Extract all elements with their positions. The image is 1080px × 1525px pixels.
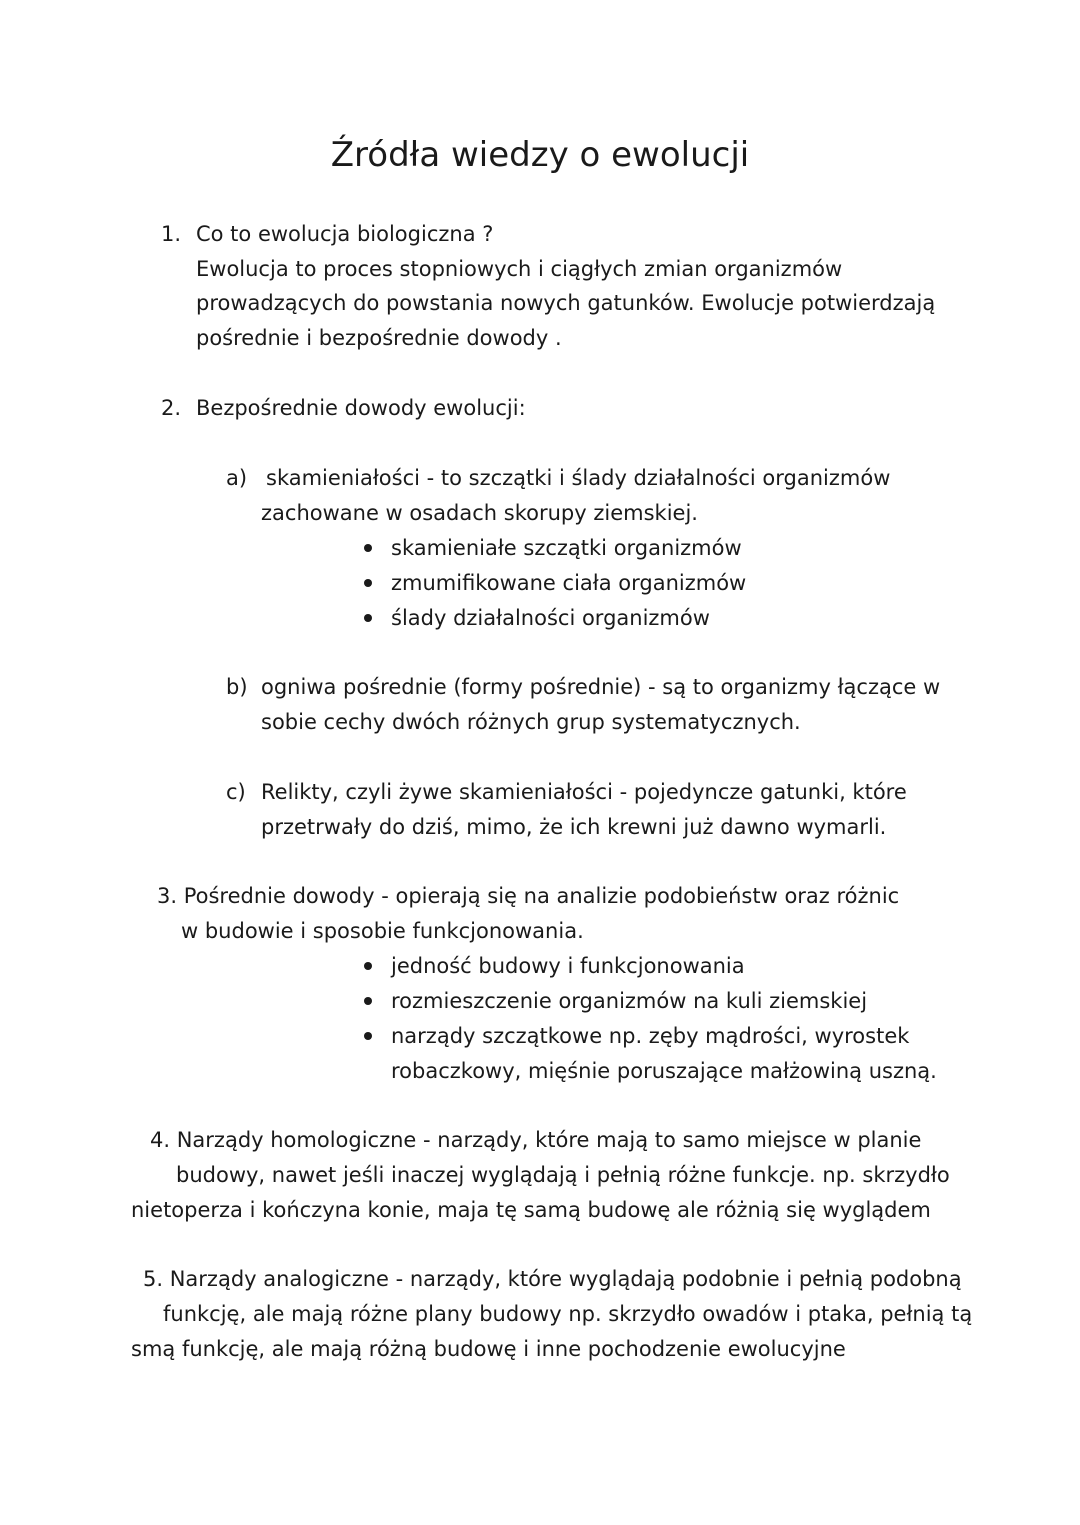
bullet-item: jedność budowy i funkcjonowania: [391, 954, 745, 978]
bullet-icon: [364, 544, 372, 552]
page-title: Źródła wiedzy o ewolucji: [330, 135, 750, 175]
item-c-text-line: Relikty, czyli żywe skamieniałości - pojedyncze gatunki, które: [261, 780, 907, 804]
section-4-text-line: nietoperza i kończyna konie, maja tę samą budowę ale różnią się wyglądem: [131, 1198, 931, 1222]
section-4-text-line: 4. Narządy homologiczne - narządy, które mają to samo miejsce w planie: [150, 1128, 922, 1152]
bullet-icon: [364, 997, 372, 1005]
item-b-text-line: sobie cechy dwóch różnych grup systematycznych.: [261, 710, 801, 734]
bullet-icon: [364, 962, 372, 970]
bullet-item: narządy szczątkowe np. zęby mądrości, wyrostek: [391, 1024, 910, 1048]
item-a-text-line: skamieniałości - to szczątki i ślady działalności organizmów: [266, 466, 891, 490]
section-1-question: Co to ewolucja biologiczna ?: [196, 222, 494, 246]
bullet-item-continuation: robaczkowy, mięśnie poruszające małżowiną uszną.: [391, 1059, 937, 1083]
item-a-text-line: zachowane w osadach skorupy ziemskiej.: [261, 501, 698, 525]
bullet-icon: [364, 614, 372, 622]
item-c-text-line: przetrwały do dziś, mimo, że ich krewni już dawno wymarli.: [261, 815, 887, 839]
item-b-text-line: ogniwa pośrednie (formy pośrednie) - są to organizmy łączące w: [261, 675, 941, 699]
section-1-text-line: Ewolucja to proces stopniowych i ciągłych zmian organizmów: [196, 257, 843, 281]
section-2-number: 2.: [161, 396, 182, 420]
section-5-text-line: smą funkcję, ale mają różną budowę i inne pochodzenie ewolucyjne: [131, 1337, 846, 1361]
section-5-text-line: 5. Narządy analogiczne - narządy, które wyglądają podobnie i pełnią podobną: [143, 1267, 962, 1291]
section-3-text-line: 3. Pośrednie dowody - opierają się na analizie podobieństw oraz różnic: [157, 884, 900, 908]
bullet-item: skamieniałe szczątki organizmów: [391, 536, 742, 560]
section-1-text-line: pośrednie i bezpośrednie dowody .: [196, 326, 562, 350]
section-4-text-line: budowy, nawet jeśli inaczej wyglądają i pełnią różne funkcje. np. skrzydło: [176, 1163, 950, 1187]
bullet-icon: [364, 1032, 372, 1040]
item-a-label: a): [226, 466, 248, 490]
section-5-text-line: funkcję, ale mają różne plany budowy np. skrzydło owadów i ptaka, pełnią tą: [163, 1302, 973, 1326]
section-1-number: 1.: [161, 222, 182, 246]
bullet-item: rozmieszczenie organizmów na kuli ziemskiej: [391, 989, 868, 1013]
bullet-item: zmumifikowane ciała organizmów: [391, 571, 747, 595]
item-b-label: b): [226, 675, 248, 699]
section-2-heading: Bezpośrednie dowody ewolucji:: [196, 396, 526, 420]
bullet-item: ślady działalności organizmów: [391, 606, 710, 630]
section-1-text-line: prowadzących do powstania nowych gatunków. Ewolucje potwierdzają: [196, 291, 936, 315]
item-c-label: c): [226, 780, 246, 804]
section-3-text-line: w budowie i sposobie funkcjonowania.: [181, 919, 584, 943]
bullet-icon: [364, 579, 372, 587]
